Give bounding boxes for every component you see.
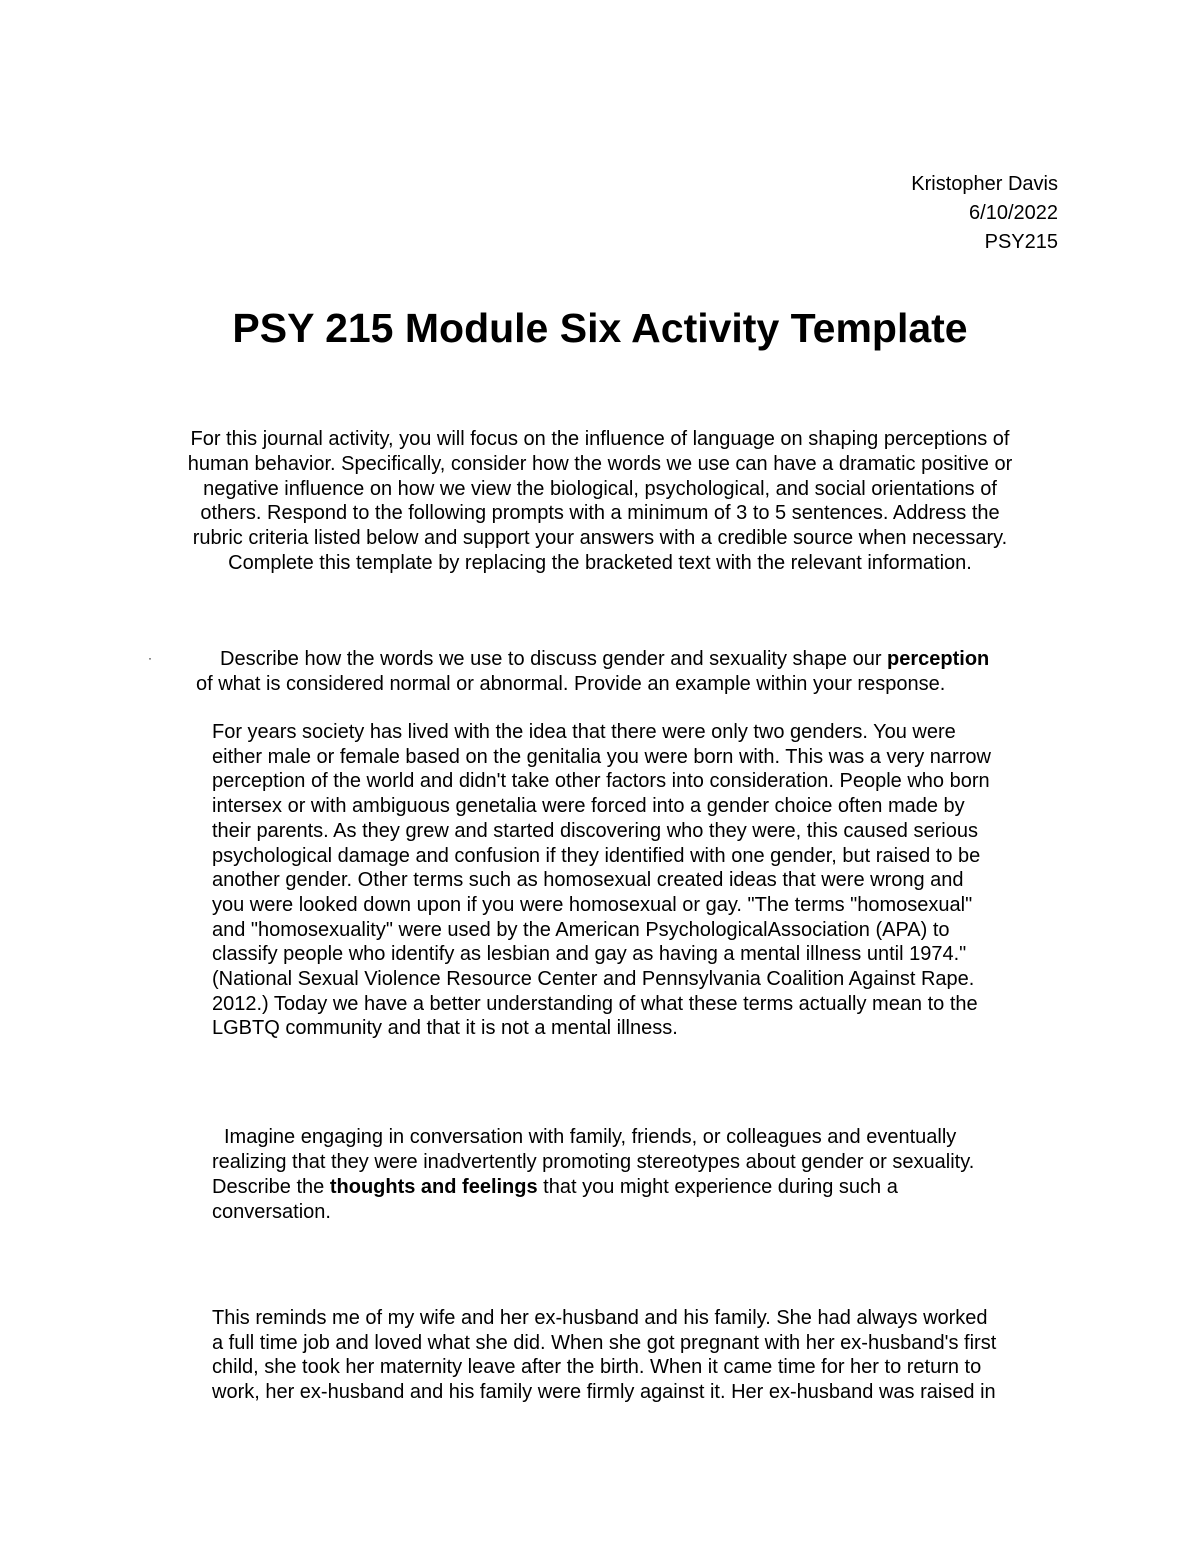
- page-title: PSY 215 Module Six Activity Template: [232, 305, 968, 351]
- answer-line: work, her ex-husband and his family were firmly against it. Her ex-husband was raised in: [212, 1381, 996, 1404]
- answer-line: (National Sexual Violence Resource Center and Pennsylvania Coalition Against Rape.: [212, 968, 975, 991]
- intro-line: negative influence on how we view the biological, psychological, and social orientations of: [203, 477, 997, 500]
- answer-one: [212, 720, 991, 1041]
- prompt-two-line: [212, 1175, 974, 1200]
- bullet-icon: ·: [148, 651, 152, 665]
- answer-line: their parents. As they grew and started discovering who they were, this caused serious: [212, 819, 978, 842]
- answer-two: [212, 1306, 996, 1405]
- intro-line: For this journal activity, you will focus on the influence of language on shaping perceptions of: [190, 428, 1010, 450]
- answer-line: a full time job and loved what she did. When she got pregnant with her ex-husband's first: [212, 1331, 997, 1354]
- prompt-two-line: realizing that they were inadvertently promoting stereotypes about gender or sexuality.: [212, 1151, 975, 1173]
- answer-line: another gender. Other terms such as homosexual created ideas that were wrong and: [212, 869, 964, 892]
- answer-line: you were looked down upon if you were homosexual or gay. "The terms "homosexual": [212, 893, 973, 916]
- prompt-one-line: [196, 647, 989, 672]
- answer-line: psychological damage and confusion if they identified with one gender, but raised to be: [212, 844, 981, 867]
- answer-line: intersex or with ambiguous genetalia were forced into a gender choice often made by: [212, 795, 965, 818]
- prompt-one-text: Describe how the words we use to discuss gender and sexuality shape our: [220, 648, 888, 670]
- intro-line: others. Respond to the following prompts with a minimum of 3 to 5 sentences. Address the: [200, 502, 1000, 525]
- course-code: PSY215: [984, 231, 1058, 253]
- submission-date: 6/10/2022: [969, 202, 1058, 224]
- intro-line: Complete this template by replacing the bracketed text with the relevant information.: [228, 551, 972, 574]
- prompt-one-line: of what is considered normal or abnormal. Provide an example within your response.: [196, 673, 946, 695]
- intro-paragraph: [140, 427, 1060, 576]
- answer-line: perception of the world and didn't take other factors into consideration. People who born: [212, 770, 990, 793]
- answer-line: LGBTQ community and that it is not a mental illness.: [212, 1017, 678, 1040]
- answer-line: classify people who identify as lesbian and gay as having a mental illness until 1974.": [212, 943, 967, 966]
- prompt-two-emphasis: thoughts and feelings: [329, 1176, 538, 1198]
- answer-line: For years society has lived with the idea that there were only two genders. You were: [212, 721, 956, 743]
- answer-line: 2012.) Today we have a better understanding of what these terms actually mean to the: [212, 992, 978, 1015]
- prompt-one: [196, 647, 989, 697]
- author-name: Kristopher Davis: [911, 173, 1058, 195]
- prompt-two-line: Imagine engaging in conversation with family, friends, or colleagues and eventually: [224, 1126, 957, 1148]
- author-header: [911, 170, 1058, 257]
- prompt-two: [212, 1125, 974, 1225]
- answer-line: This reminds me of my wife and her ex-husband and his family. She had always worked: [212, 1307, 988, 1329]
- answer-line: and "homosexuality" were used by the American PsychologicalAssociation (APA) to: [212, 918, 950, 941]
- intro-line: human behavior. Specifically, consider how the words we use can have a dramatic positive or: [187, 452, 1013, 475]
- prompt-two-text: that you might experience during such a: [537, 1176, 898, 1198]
- prompt-one-emphasis: perception: [887, 648, 990, 670]
- intro-line: rubric criteria listed below and support your answers with a credible source when necessary.: [192, 527, 1008, 550]
- answer-line: child, she took her maternity leave after the birth. When it came time for her to return to: [212, 1356, 982, 1379]
- answer-line: either male or female based on the genitalia you were born with. This was a very narrow: [212, 745, 991, 768]
- prompt-two-text: Describe the: [212, 1176, 330, 1198]
- prompt-two-line: conversation.: [212, 1201, 331, 1223]
